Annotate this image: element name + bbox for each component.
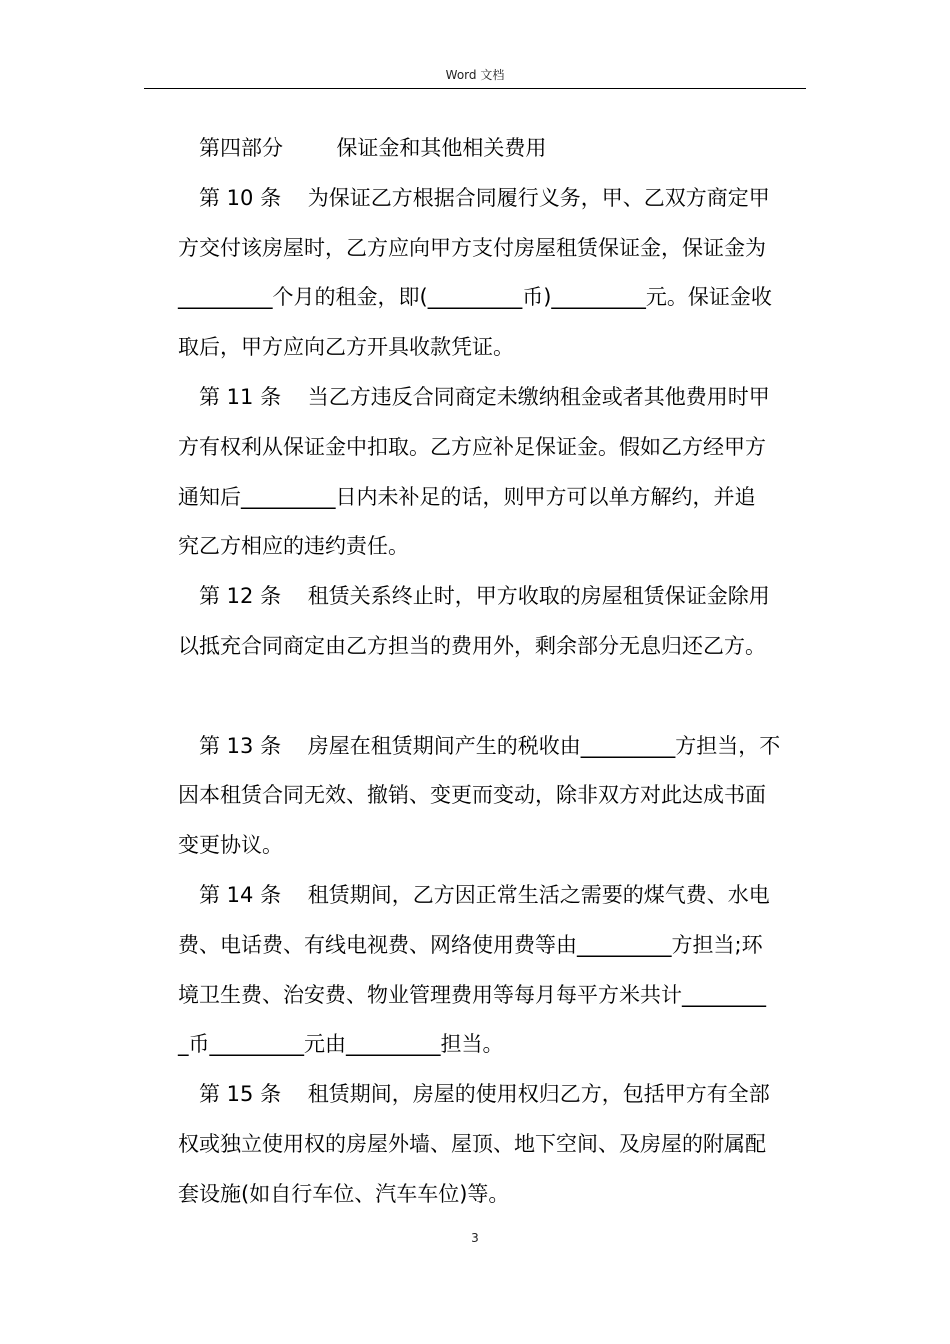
text-line: 境卫生费、治安费、物业管理费用等每月每平方米共计________ <box>178 982 766 1007</box>
text-line: 第 13 条 房屋在租赁期间产生的税收由_________方担当，不 <box>199 733 781 758</box>
text-line: 因本租赁合同无效、撤销、变更而变动，除非双方对此达成书面 <box>178 783 766 808</box>
text-line: 变更协议。 <box>178 833 283 858</box>
text-line: 究乙方相应的违约责任。 <box>178 534 409 559</box>
text-line: 第 14 条 租赁期间，乙方因正常生活之需要的煤气费、水电 <box>199 882 770 907</box>
page-number: 3 <box>471 1231 479 1245</box>
header-divider <box>144 88 806 89</box>
text-line: 第 15 条 租赁期间，房屋的使用权归乙方，包括甲方有全部 <box>199 1082 770 1107</box>
text-line: 第 12 条 租赁关系终止时，甲方收取的房屋租赁保证金除用 <box>199 584 770 609</box>
text-line: _币_________元由_________担当。 <box>178 1032 504 1057</box>
text-line: 方交付该房屋时，乙方应向甲方支付房屋租赁保证金，保证金为 <box>178 235 766 260</box>
page-header: Word 文档 <box>445 68 505 82</box>
text-line: 方有权利从保证金中扣取。乙方应补足保证金。假如乙方经甲方 <box>178 434 766 459</box>
text-line: 第 11 条 当乙方违反合同商定未缴纳租金或者其他费用时甲 <box>199 384 770 409</box>
text-line: 以抵充合同商定由乙方担当的费用外，剩余部分无息归还乙方。 <box>178 633 766 658</box>
text-line: 费、电话费、有线电视费、网络使用费等由_________方担当;环 <box>178 932 763 957</box>
text-line: _________个月的租金，即(_________币)_________元。保证金收 <box>178 285 772 310</box>
text-line: 权或独立使用权的房屋外墙、屋顶、地下空间、及房屋的附属配 <box>178 1131 766 1156</box>
text-line: 套设施(如自行车位、汽车车位)等。 <box>178 1181 510 1206</box>
section-heading: 第四部分 保证金和其他相关费用 <box>199 136 547 160</box>
blank-line <box>178 672 806 722</box>
text-line: 取后，甲方应向乙方开具收款凭证。 <box>178 335 514 360</box>
text-line: 第 10 条 为保证乙方根据合同履行义务，甲、乙双方商定甲 <box>199 185 770 210</box>
text-line: 通知后_________日内未补足的话，则甲方可以单方解约，并追 <box>178 484 756 509</box>
document-body <box>178 124 806 1220</box>
